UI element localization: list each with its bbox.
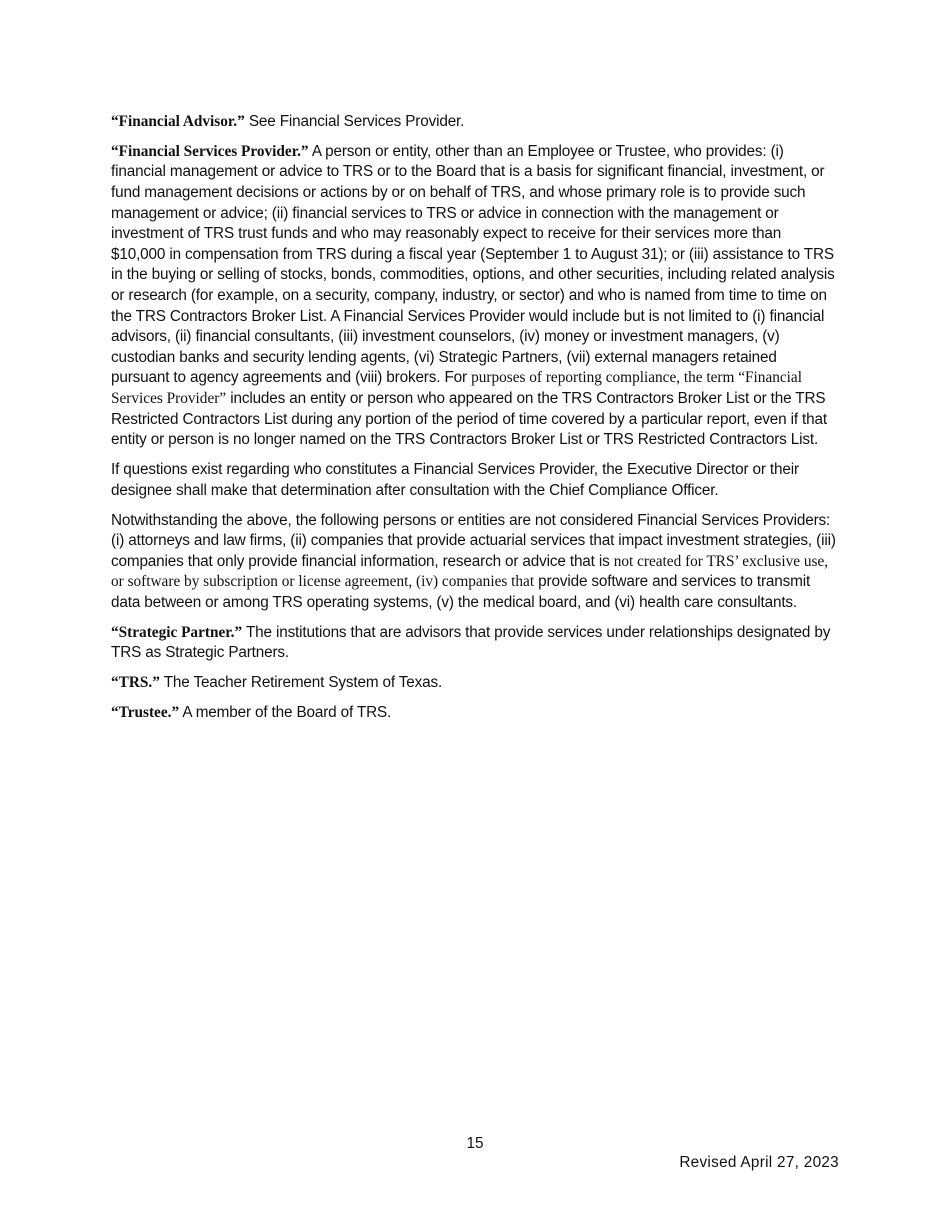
definition-text: The institutions that are advisors that provide services under relationships designated by TRS as Strategic Partners. (111, 623, 831, 662)
definition-term: “Financial Services Provider.” (111, 142, 309, 160)
paragraph-text: provide software and services to transmit data between or among TRS operating systems, (v) the medical board, and (vi) health care consultants. (111, 573, 811, 611)
definition-text: A person or entity, other than an Employee or Trustee, who provides: (i) financial management or advice to TRS or to the Board that is a basis for significant financial, investment, or fund management decisions or actions by or on behalf of TRS, and whose primary role is to provide such management or advice; (ii) financial services to TRS or advice in connection with the management or investment of TRS trust funds and who may reasonably expect to receive for their services more than $10,000 in compensation from TRS during a fiscal year (September 1 to August 31); or (iii) assistance to TRS in the buying or selling of stocks, bonds, commodities, options, and other securities, including related analysis or research (for example, on a security, company, industry, or sector) and who is named from time to time on the TRS Contractors Broker List. A Financial Services Provider would include but is not limited to (i) financial advisors, (ii) financial consultants, (iii) investment counselors, (iv) money or investment managers, (v) custodian banks and security lending agents, (vi) Strategic Partners, (vii) external managers retained pursuant to agency agreements and (viii) brokers. For (111, 142, 835, 387)
definition-financial-advisor (111, 112, 839, 133)
definition-trs (111, 673, 839, 694)
definition-text: A member of the Board of TRS. (179, 704, 392, 722)
paragraph-notwithstanding (111, 511, 839, 614)
definition-text: The Teacher Retirement System of Texas. (159, 674, 443, 692)
definition-text: includes an entity or person who appeared on the TRS Contractors Broker List or the TRS Restricted Contractors List during any portion of the period of time covered by a particular report, even if that entity or person is no longer named on the TRS Contractors Broker List or TRS Restricted Contractors List. (111, 390, 827, 449)
definition-term: “Trustee.” (111, 704, 180, 722)
definition-term: “TRS.” (111, 674, 160, 692)
paragraph-text: If questions exist regarding who constitutes a Financial Services Provider, the Executive Director or their designee shall make that determination after consultation with the Chief Compliance Officer. (111, 461, 799, 499)
definition-strategic-partner (111, 623, 839, 664)
page-number: 15 (466, 1135, 484, 1152)
paragraph-text-serif: not created for TRS’ exclusive use, or software by subscription or license agreement, (iv) companies that (111, 552, 829, 591)
document-body (111, 112, 839, 733)
definition-term: “Strategic Partner.” (111, 623, 243, 641)
revision-date: Revised April 27, 2023 (679, 1154, 839, 1171)
definition-trustee (111, 703, 839, 724)
paragraph-questions (111, 460, 839, 501)
definition-term: “Financial Advisor.” (111, 113, 245, 130)
definition-text: See Financial Services Provider. (244, 113, 465, 130)
definition-financial-services-provider (111, 142, 839, 451)
paragraph-text: Notwithstanding the above, the following persons or entities are not considered Financial Services Providers: (i) attorneys and law firms, (ii) companies that provide actuarial services that impact investment strategies, (iii) companies that only provide financial information, research or advice that is (111, 511, 836, 570)
definition-text-serif: purposes of reporting compliance, the term “Financial Services Provider” (111, 369, 802, 408)
